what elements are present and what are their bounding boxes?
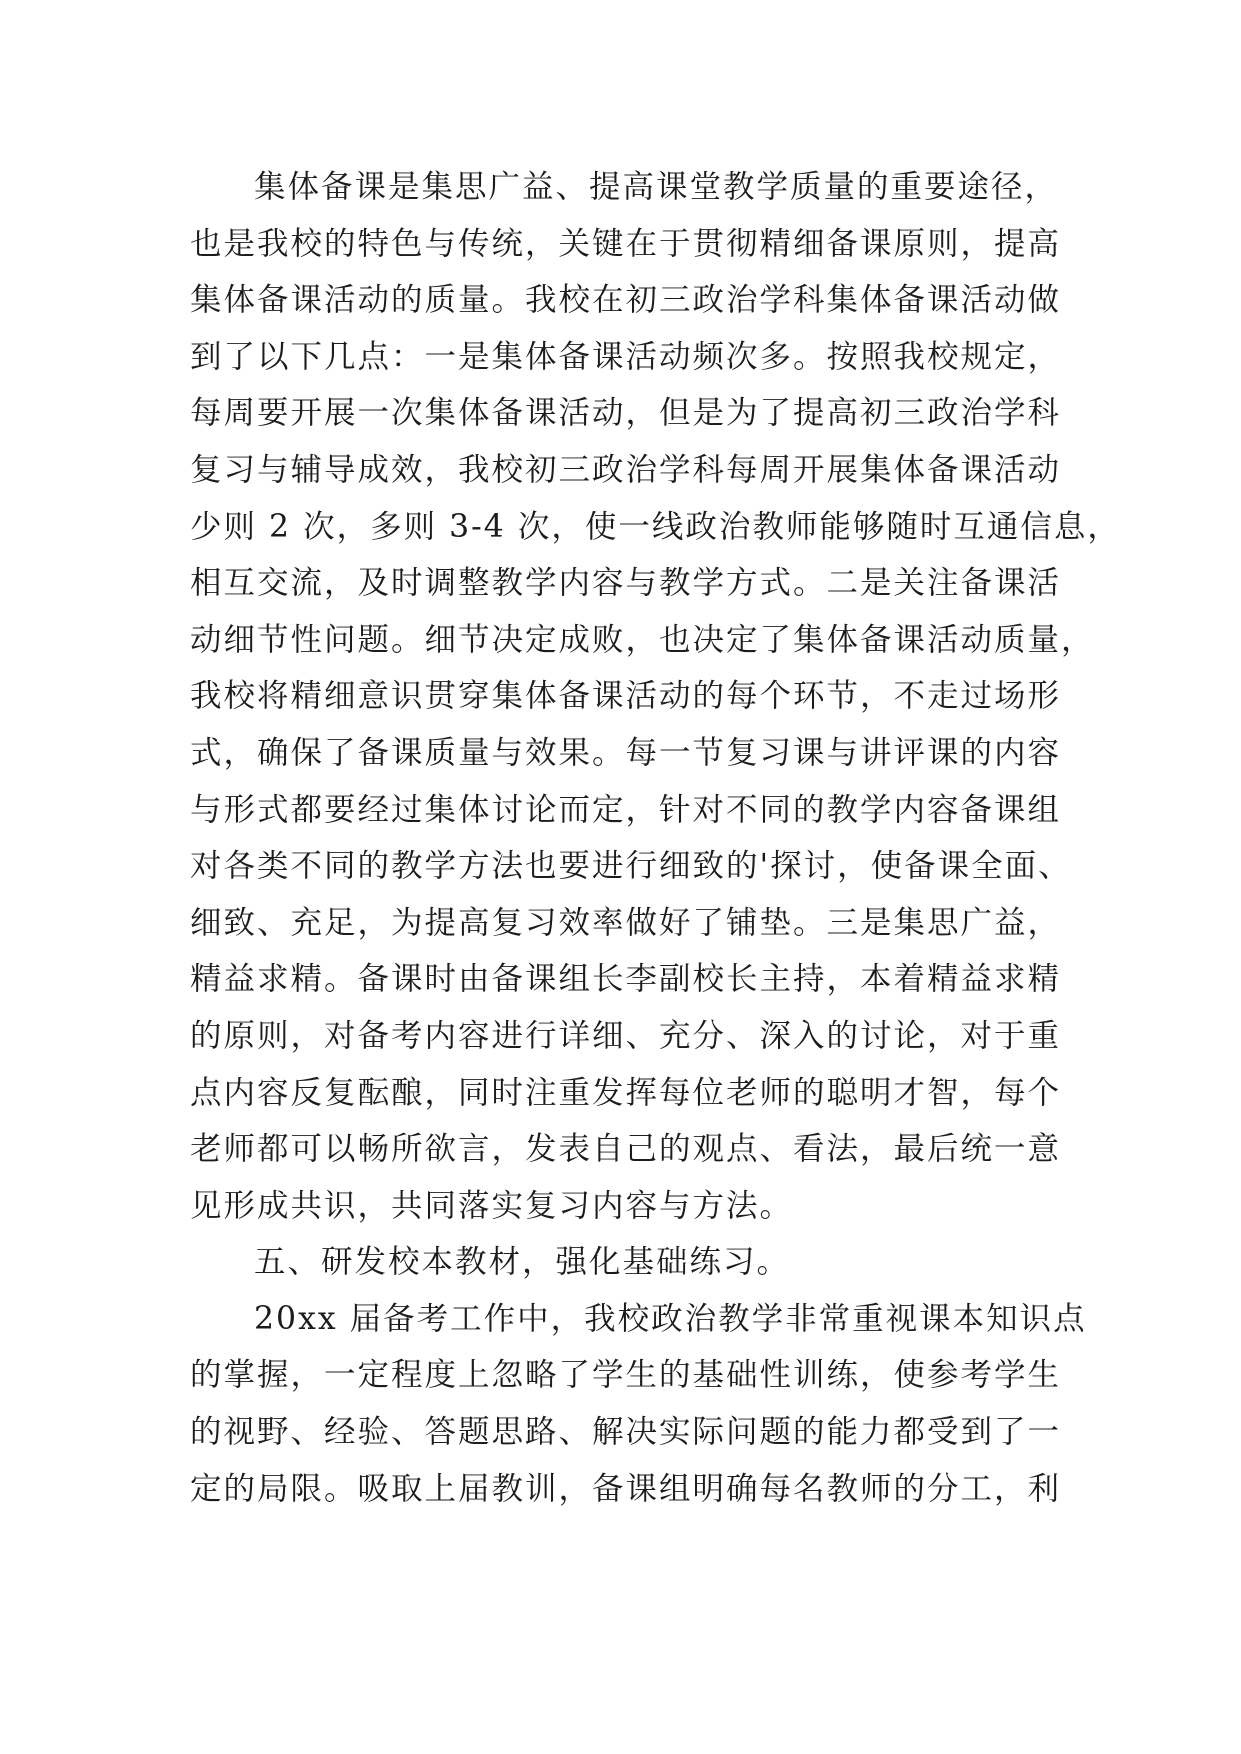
paragraph-line: 复习与辅导成效，我校初三政治学科每周开展集体备课活动 xyxy=(190,451,1062,488)
paragraph-line: 点内容反复酝酿，同时注重发挥每位老师的聪明才智，每个 xyxy=(190,1074,1062,1111)
paragraph-line: 动细节性问题。细节决定成败，也决定了集体备课活动质量， xyxy=(190,621,1095,658)
paragraph-line: 的视野、经验、答题思路、解决实际问题的能力都受到了一 xyxy=(190,1414,1062,1451)
document-body xyxy=(190,159,1121,1517)
paragraph-line: 相互交流，及时调整教学内容与教学方式。二是关注备课活 xyxy=(190,565,1062,602)
paragraph-line: 见形成共识，共同落实复习内容与方法。 xyxy=(190,1187,794,1224)
paragraph-line: 的掌握，一定程度上忽略了学生的基础性训练，使参考学生 xyxy=(190,1357,1062,1394)
paragraph-line: 的原则，对备考内容进行详细、充分、深入的讨论，对于重 xyxy=(190,1017,1062,1054)
paragraph-line: 我校将精细意识贯穿集体备课活动的每个环节，不走过场形 xyxy=(190,678,1062,715)
paragraph-line: 每周要开展一次集体备课活动，但是为了提高初三政治学科 xyxy=(190,395,1062,432)
section-heading: 五、研发校本教材，强化基础练习。 xyxy=(254,1244,791,1281)
paragraph-line: 与形式都要经过集体讨论而定，针对不同的教学内容备课组 xyxy=(190,791,1062,828)
paragraph-line: 对各类不同的教学方法也要进行细致的'探讨，使备课全面、 xyxy=(190,848,1072,885)
paragraph-line: 20xx 届备考工作中，我校政治教学非常重视课本知识点 xyxy=(254,1300,1087,1337)
paragraph-line: 老师都可以畅所欲言，发表自己的观点、看法，最后统一意 xyxy=(190,1131,1062,1168)
paragraph-line: 定的局限。吸取上届教训，备课组明确每名教师的分工，利 xyxy=(190,1470,1062,1507)
paragraph-line: 到了以下几点：一是集体备课活动频次多。按照我校规定， xyxy=(190,338,1062,375)
paragraph-line: 集体备课活动的质量。我校在初三政治学科集体备课活动做 xyxy=(190,282,1062,319)
paragraph-line: 少则 2 次，多则 3-4 次，使一线政治教师能够随时互通信息， xyxy=(190,508,1121,545)
paragraph-line: 集体备课是集思广益、提高课堂教学质量的重要途径， xyxy=(254,169,1059,205)
paragraph-line: 细致、充足，为提高复习效率做好了铺垫。三是集思广益， xyxy=(190,904,1062,941)
paragraph-line: 精益求精。备课时由备课组长李副校长主持，本着精益求精 xyxy=(190,961,1062,998)
paragraph-line: 也是我校的特色与传统，关键在于贯彻精细备课原则，提高 xyxy=(190,225,1062,262)
paragraph-line: 式，确保了备课质量与效果。每一节复习课与讲评课的内容 xyxy=(190,734,1062,771)
